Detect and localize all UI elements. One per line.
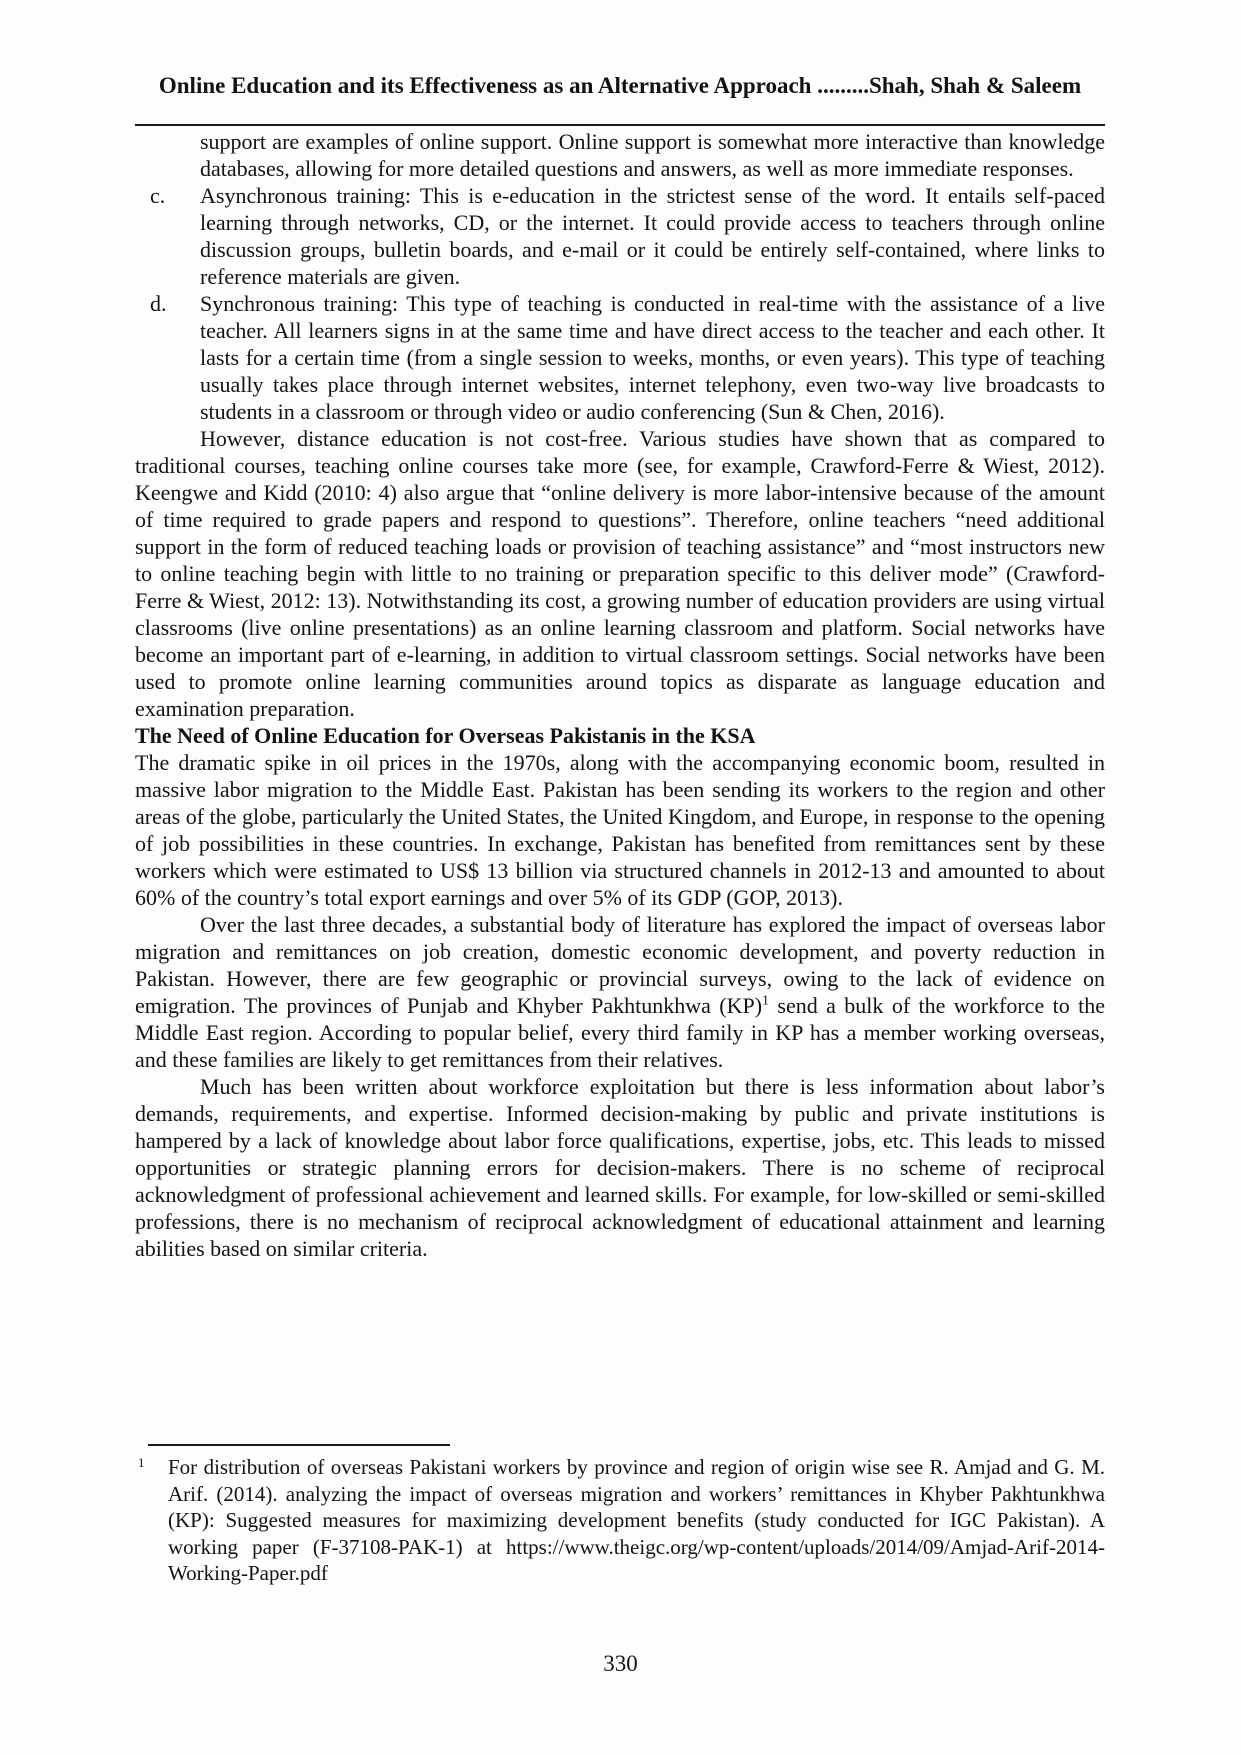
list-marker-d: d. xyxy=(150,291,167,316)
page-number: 330 xyxy=(603,1651,638,1676)
footnote-reference-1: 1 xyxy=(762,993,770,1009)
paragraph-migration xyxy=(135,911,1105,1073)
list-item-d xyxy=(135,290,1105,425)
list-item-c xyxy=(135,182,1105,290)
footnote-1 xyxy=(135,1454,1105,1587)
paragraph-online-support: support are examples of online support. Online support is somewhat more interactive than knowledge databases, allowing for more detailed questions and answers, as well as more immediate responses. xyxy=(200,129,1105,181)
list-item-d-text: Synchronous training: This type of teaching is conducted in real-time with the assistance of a live teacher. All learners signs in at the same time and have direct access to the teacher and each other. It lasts for a certain time (from a single session to weeks, months, or even years). This type of teaching usually takes place through internet websites, internet telephony, even two-way live broadcasts to students in a classroom or through video or audio conferencing (Sun & Chen, 2016). xyxy=(200,291,1105,424)
main-text xyxy=(135,128,1105,1262)
footnote-1-text: For distribution of overseas Pakistani workers by province and region of origin wise see R. Amjad and G. M. Arif. (2014). analyzing the impact of overseas migration and workers’ remittances in Khyber Pakhtunkhwa (KP): Suggested measures for maximizing development benefits (study conducted for IGC Pakistan). A working paper (F-37108-PAK-1) at https://www.theigc.org/wp-content/uploads/2014/09/Amjad-Arif-2014-Working-Paper.pdf xyxy=(168,1455,1105,1585)
header-rule xyxy=(135,124,1105,126)
paragraph-workforce: Much has been written about workforce exploitation but there is less information about labor’s demands, requirements, and expertise. Informed decision-making by public and private institutions is hampered by a lack of knowledge about labor force qualifications, expertise, jobs, etc. This leads to missed opportunities or strategic planning errors for decision-makers. There is no scheme of reciprocal acknowledgment of professional achievement and learned skills. For example, for low-skilled or semi-skilled professions, there is no mechanism of reciprocal acknowledgment of educational attainment and learning abilities based on similar criteria. xyxy=(135,1074,1105,1261)
paragraph-migration-segment-1: Over the last three decades, a substantial body of literature has explored the impact of overseas labor migration and remittances on job creation, domestic economic development, and poverty reduction in Pakistan. However, there are few geographic or provincial surveys, owing to the lack of evidence on emigration. The provinces of Punjab and Khyber Pakhtunkhwa (KP) xyxy=(135,912,1105,1018)
paragraph-oil-prices: The dramatic spike in oil prices in the 1970s, along with the accompanying economic boom, resulted in massive labor migration to the Middle East. Pakistan has been sending its workers to the region and other areas of the globe, particularly the United States, the United Kingdom, and Europe, in response to the opening of job possibilities in these countries. In exchange, Pakistan has benefited from remittances sent by these workers which were estimated to US$ 13 billion via structured channels in 2012-13 and amounted to about 60% of the country’s total export earnings and over 5% of its GDP (GOP, 2013). xyxy=(135,750,1105,910)
footnote-area xyxy=(135,1444,1105,1587)
section-heading: The Need of Online Education for Overseas Pakistanis in the KSA xyxy=(135,723,756,748)
footnote-separator-rule xyxy=(148,1444,450,1446)
page-content xyxy=(135,0,1105,1262)
paragraph-migration-segment-2: send a bulk of the workforce to the Middle East region. According to popular belief, every third family in KP has a member working overseas, and these families are likely to get remittances from their relatives. xyxy=(135,993,1105,1072)
running-header: Online Education and its Effectiveness as an Alternative Approach .........Shah, Shah & Saleem xyxy=(158,73,1082,98)
footnote-1-marker: 1 xyxy=(138,1455,145,1470)
paragraph-cost: However, distance education is not cost-free. Various studies have shown that as compared to traditional courses, teaching online courses take more (see, for example, Crawford-Ferre & Wiest, 2012). Keengwe and Kidd (2010: 4) also argue that “online delivery is more labor-intensive because of the amount of time required to grade papers and respond to questions”. Therefore, online teachers “need additional support in the form of reduced teaching loads or provision of teaching assistance” and “most instructors new to online teaching begin with little to no training or preparation specific to this deliver mode” (Crawford-Ferre & Wiest, 2012: 13). Notwithstanding its cost, a growing number of education providers are using virtual classrooms (live online presentations) as an online learning classroom and platform. Social networks have become an important part of e-learning, in addition to virtual classroom settings. Social networks have been used to promote online learning communities around topics as disparate as language education and examination preparation. xyxy=(135,426,1105,721)
list-item-c-text: Asynchronous training: This is e-education in the strictest sense of the word. It entails self-paced learning through networks, CD, or the internet. It could provide access to teachers through online discussion groups, bulletin boards, and e-mail or it could be entirely self-contained, where links to reference materials are given. xyxy=(200,183,1105,289)
list-marker-c: c. xyxy=(150,183,166,208)
